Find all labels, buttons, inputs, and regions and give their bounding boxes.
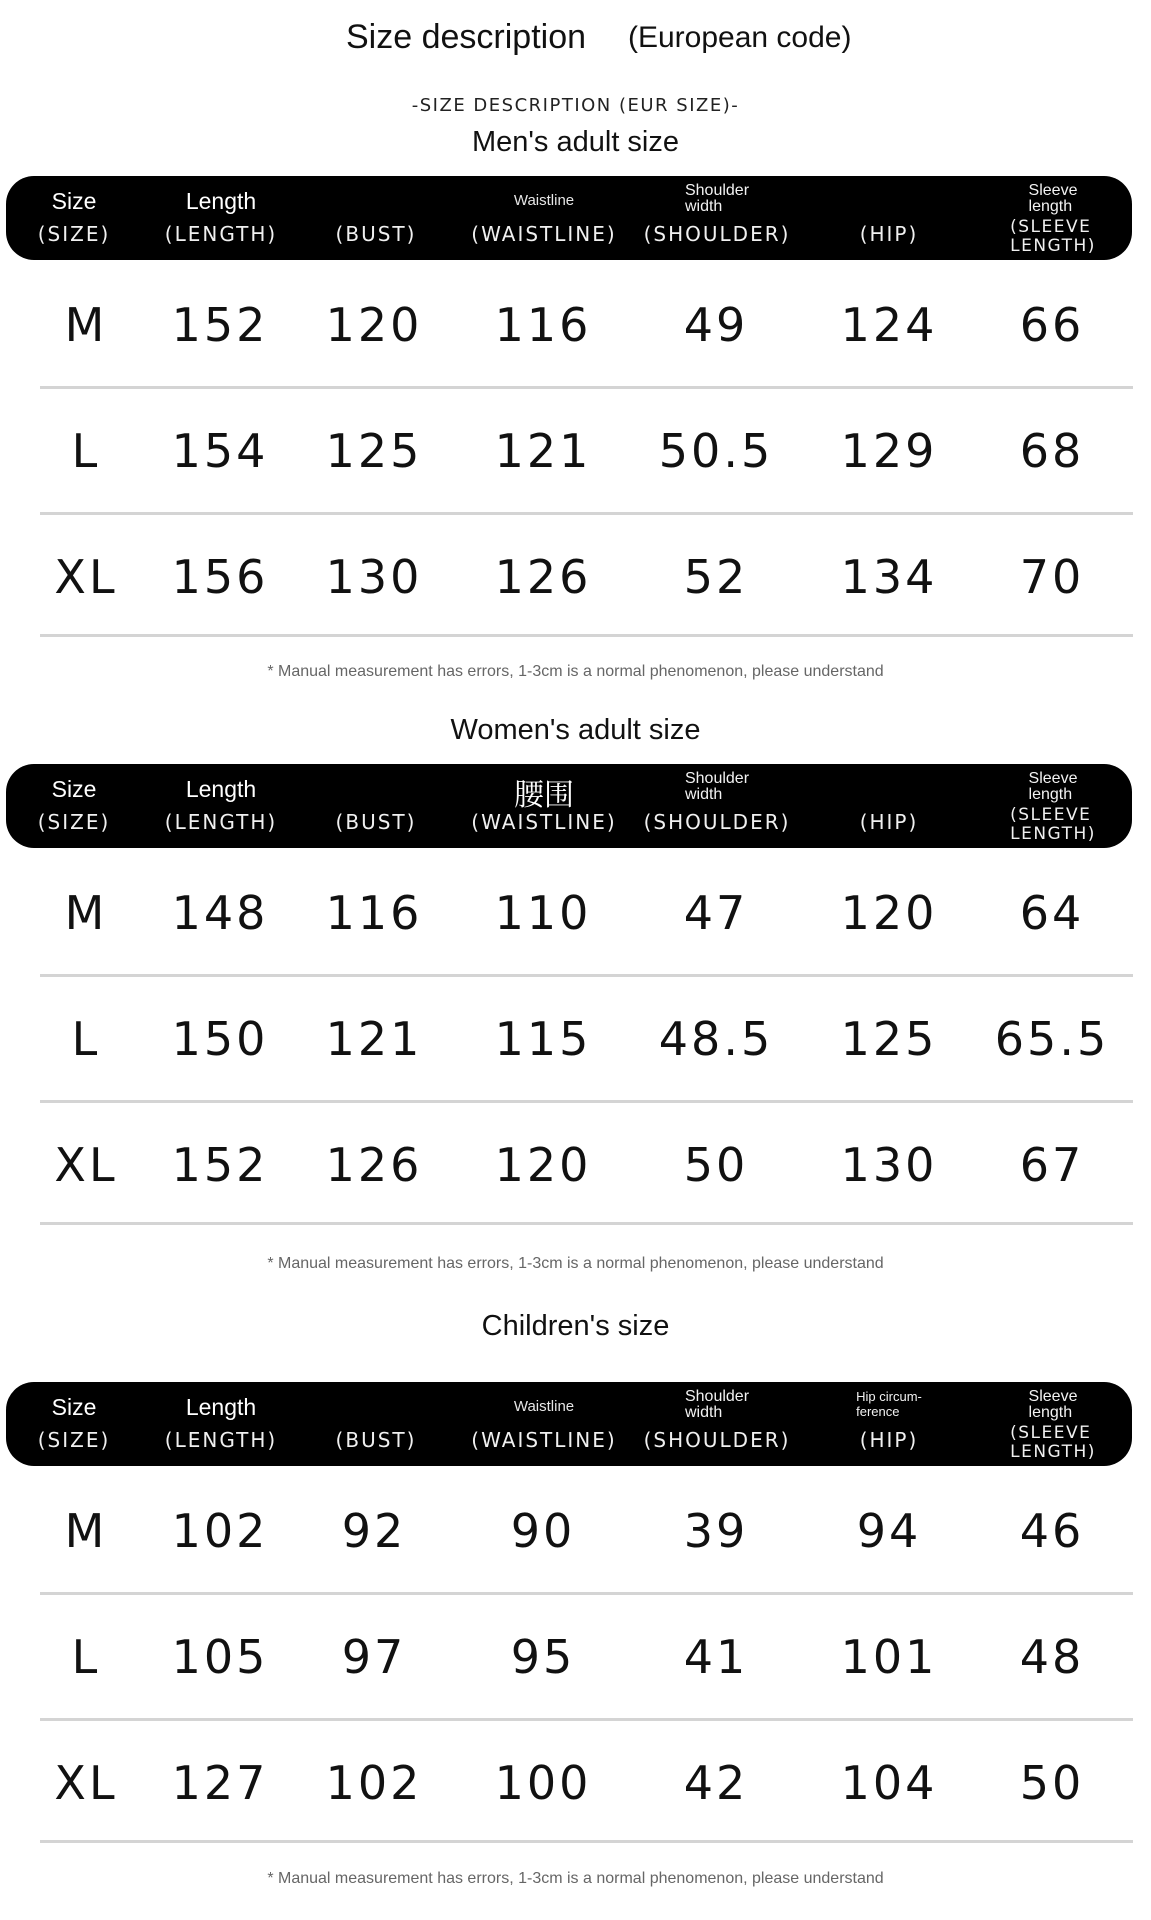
table-row (0, 527, 1151, 627)
measurement-note: * Manual measurement has errors, 1-3cm is a normal phenomenon, please understand (267, 1255, 884, 1272)
cell-waistline: 116 (494, 298, 592, 352)
header-waistline-code: (WAISTLINE) (471, 810, 617, 834)
cell-size: XL (54, 1756, 118, 1810)
page-title-paren: (European code) (628, 21, 852, 54)
cell-bust: 116 (325, 886, 423, 940)
cell-hip: 134 (840, 550, 938, 604)
row-divider (40, 512, 1133, 515)
cell-shoulder: 42 (683, 1756, 749, 1810)
cell-waistline: 100 (494, 1756, 592, 1810)
cell-waistline: 120 (494, 1138, 592, 1192)
header-sleeve-code: (SLEEVE LENGTH) (1010, 217, 1096, 256)
header-length-code: (LENGTH) (164, 1428, 278, 1452)
cell-size: L (71, 1012, 101, 1066)
header-length-label: Length (185, 776, 257, 802)
cell-bust: 102 (325, 1756, 423, 1810)
cell-bust: 97 (341, 1630, 407, 1684)
cell-hip: 94 (856, 1504, 922, 1558)
table-row (0, 1115, 1151, 1215)
header-waistline-code: (WAISTLINE) (471, 1428, 617, 1452)
cell-hip: 124 (840, 298, 938, 352)
table-row (0, 989, 1151, 1089)
cell-length: 105 (171, 1630, 269, 1684)
header-shoulder-label: Shoulder width (684, 770, 750, 803)
header-bust-code: (BUST) (335, 1428, 417, 1452)
cell-length: 148 (171, 886, 269, 940)
header-size-label: Size (51, 188, 97, 214)
header-shoulder-label: Shoulder width (684, 1388, 750, 1421)
header-waistline-label: Waistline (513, 1398, 575, 1415)
cell-waistline: 121 (494, 424, 592, 478)
cell-waistline: 115 (494, 1012, 592, 1066)
header-length-code: (LENGTH) (164, 222, 278, 246)
cell-size: XL (54, 550, 118, 604)
cell-bust: 121 (325, 1012, 423, 1066)
cell-sleeve: 67 (1019, 1138, 1085, 1192)
header-shoulder-code: (SHOULDER) (643, 222, 791, 246)
cell-size: L (71, 424, 101, 478)
cell-bust: 126 (325, 1138, 423, 1192)
cell-size: M (64, 298, 108, 352)
cell-length: 127 (171, 1756, 269, 1810)
cell-shoulder: 52 (683, 550, 749, 604)
cell-sleeve: 65.5 (994, 1012, 1110, 1066)
cell-shoulder: 49 (683, 298, 749, 352)
header-sleeve-label: Sleeve length (1028, 1388, 1078, 1421)
row-divider (40, 1840, 1133, 1843)
cell-shoulder: 41 (683, 1630, 749, 1684)
header-length-code: (LENGTH) (164, 810, 278, 834)
cell-shoulder: 47 (683, 886, 749, 940)
header-length-label: Length (185, 188, 257, 214)
cell-hip: 129 (840, 424, 938, 478)
cell-bust: 92 (341, 1504, 407, 1558)
table-header-men (6, 176, 1132, 260)
row-divider (40, 634, 1133, 637)
cell-size: M (64, 886, 108, 940)
cell-size: L (71, 1630, 101, 1684)
cell-sleeve: 70 (1019, 550, 1085, 604)
header-waistline-code: (WAISTLINE) (471, 222, 617, 246)
row-divider (40, 1100, 1133, 1103)
cell-hip: 130 (840, 1138, 938, 1192)
table-row (0, 401, 1151, 501)
header-size-label: Size (51, 776, 97, 802)
header-bust-code: (BUST) (335, 222, 417, 246)
header-shoulder-code: (SHOULDER) (643, 1428, 791, 1452)
cell-length: 150 (171, 1012, 269, 1066)
cell-shoulder: 48.5 (658, 1012, 774, 1066)
row-divider (40, 1718, 1133, 1721)
header-waistline-label: Waistline (513, 192, 575, 209)
header-sleeve-label: Sleeve length (1028, 770, 1078, 803)
header-size-code: (SIZE) (37, 1428, 111, 1452)
cell-sleeve: 48 (1019, 1630, 1085, 1684)
header-sleeve-code: (SLEEVE LENGTH) (1010, 1423, 1096, 1462)
table-header-children (6, 1382, 1132, 1466)
cell-length: 152 (171, 1138, 269, 1192)
cell-shoulder: 39 (683, 1504, 749, 1558)
cell-hip: 120 (840, 886, 938, 940)
cell-sleeve: 46 (1019, 1504, 1085, 1558)
measurement-note: * Manual measurement has errors, 1-3cm is a normal phenomenon, please understand (267, 663, 884, 680)
cell-hip: 125 (840, 1012, 938, 1066)
table-row (0, 1733, 1151, 1833)
cell-sleeve: 64 (1019, 886, 1085, 940)
row-divider (40, 974, 1133, 977)
cell-sleeve: 66 (1019, 298, 1085, 352)
header-sleeve-label: Sleeve length (1028, 182, 1078, 215)
cell-length: 156 (171, 550, 269, 604)
table-header-women (6, 764, 1132, 848)
header-shoulder-code: (SHOULDER) (643, 810, 791, 834)
section-title-children: Children's size (481, 1310, 670, 1342)
header-bust-code: (BUST) (335, 810, 417, 834)
header-shoulder-label: Shoulder width (684, 182, 750, 215)
table-row (0, 275, 1151, 375)
header-size-label: Size (51, 1394, 97, 1420)
cell-bust: 130 (325, 550, 423, 604)
header-size-code: (SIZE) (37, 222, 111, 246)
header-hip-label: Hip circum- ference (856, 1389, 922, 1419)
cell-waistline: 126 (494, 550, 592, 604)
cell-hip: 104 (840, 1756, 938, 1810)
cell-sleeve: 50 (1019, 1756, 1085, 1810)
cell-size: XL (54, 1138, 118, 1192)
header-hip-code: (HIP) (859, 1428, 919, 1452)
cell-length: 102 (171, 1504, 269, 1558)
header-length-label: Length (185, 1394, 257, 1420)
row-divider (40, 1222, 1133, 1225)
section-title-women: Women's adult size (450, 714, 701, 746)
cell-shoulder: 50.5 (658, 424, 774, 478)
cell-length: 152 (171, 298, 269, 352)
header-hip-code: (HIP) (859, 810, 919, 834)
cell-bust: 125 (325, 424, 423, 478)
cell-sleeve: 68 (1019, 424, 1085, 478)
section-title-men: Men's adult size (471, 126, 680, 158)
row-divider (40, 386, 1133, 389)
cell-waistline: 90 (510, 1504, 576, 1558)
header-sleeve-code: (SLEEVE LENGTH) (1010, 805, 1096, 844)
measurement-note: * Manual measurement has errors, 1-3cm is a normal phenomenon, please understand (267, 1870, 884, 1887)
header-size-code: (SIZE) (37, 810, 111, 834)
cell-size: M (64, 1504, 108, 1558)
row-divider (40, 1592, 1133, 1595)
cell-hip: 101 (840, 1630, 938, 1684)
cell-shoulder: 50 (683, 1138, 749, 1192)
header-waistline-label: 腰围 (514, 778, 574, 813)
table-row (0, 1607, 1151, 1707)
header-hip-code: (HIP) (859, 222, 919, 246)
cell-length: 154 (171, 424, 269, 478)
cell-waistline: 95 (510, 1630, 576, 1684)
page-subtitle: -SIZE DESCRIPTION (EUR SIZE)- (411, 95, 740, 116)
table-row (0, 863, 1151, 963)
cell-waistline: 110 (494, 886, 592, 940)
page-title: Size description (346, 18, 587, 56)
cell-bust: 120 (325, 298, 423, 352)
table-row (0, 1481, 1151, 1581)
